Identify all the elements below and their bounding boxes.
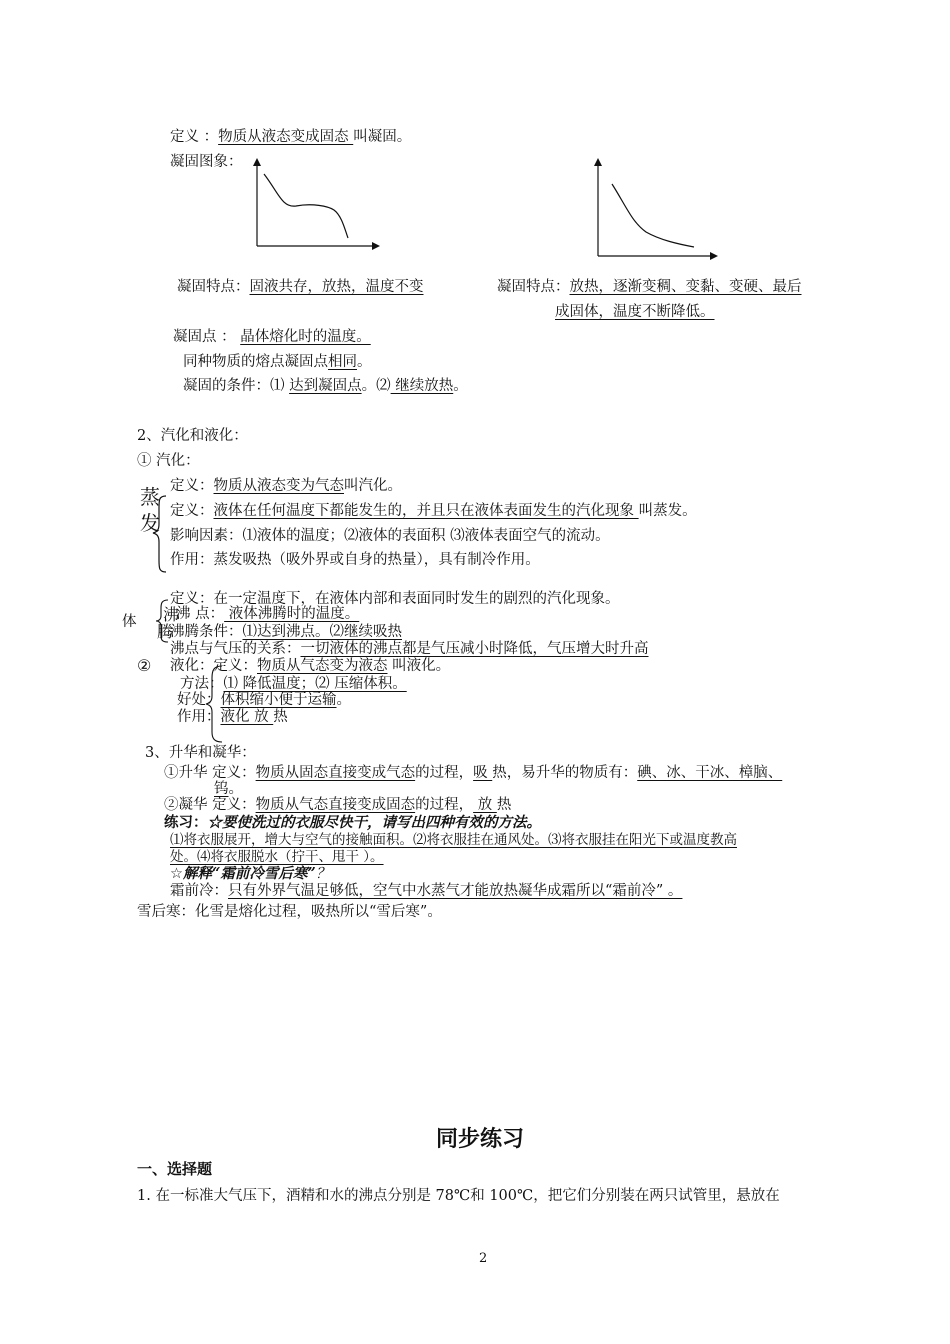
crystal-solidify-graph (250, 158, 380, 253)
evaporation-definition: 定义：液体在任何温度下都能发生的，并且只在液体表面发生的汽化现象 叫蒸发。 (170, 503, 697, 519)
boiling-brace (150, 598, 170, 644)
snow-explanation: 雪后寒：化雪是熔化过程，吸热所以“雪后寒”。 (137, 904, 442, 920)
liquefaction-use: 作用：液化 放 热 (177, 709, 288, 725)
solidify-feature-crystal: 凝固特点：固液共存，放热，温度不变 (177, 279, 424, 295)
exercise-question-2: ☆解释“霜前冷雪后寒”？ (170, 865, 331, 882)
liquefaction-benefit: 好处：体积缩小便于运输。 (177, 692, 351, 708)
boiling-pressure-relation: 沸点与气压的关系：一切液体的沸点都是气压减小时降低，气压增大时升高 (170, 641, 649, 657)
vaporization-subheading: ① 汽化： (137, 453, 200, 469)
solidify-feature-amorphous: 凝固特点：放热，逐渐变稠、变黏、变硬、最后 (497, 279, 802, 295)
question-1: 1. 在一标准大气压下，酒精和水的沸点分别是 78℃和 100℃，把它们分别装在两只试管里，悬放在 (137, 1188, 780, 1204)
evaporation-brace (152, 494, 168, 574)
solidify-definition: 定义 ：物质从液态变成固态 叫凝固。 (170, 129, 412, 145)
exercise-answer-1-line1: ⑴将衣服展开，增大与空气的接触面积。⑵将衣服挂在通风处。⑶将衣服挂在阳光下或温度教高 (170, 832, 737, 848)
sublimation-definition: ①升华 定义：物质从固态直接变成气态的过程，吸 热，易升华的物质有：碘、冰、干冰、樟脑、 (164, 765, 783, 781)
choice-section-heading: 一、选择题 (137, 1160, 213, 1178)
evaporation-factors: 影响因素：⑴液体的温度；⑵液体的表面积 ⑶液体表面空气的流动。 (170, 528, 610, 544)
exercise-answer-1-line2: 处。⑷将衣服脱水（拧干、甩干 ）。 (170, 849, 384, 865)
evaporation-char-2: 发 (140, 511, 160, 535)
solidify-graph-label: 凝固图象： (170, 154, 243, 170)
sublimation-heading: 3、升华和凝华： (145, 745, 256, 761)
sublimation-list-end: 钨。 (214, 781, 243, 797)
vaporization-heading: 2、汽化和液化： (137, 428, 248, 444)
solidify-conditions: 凝固的条件：⑴ 达到凝固点。⑵ 继续放热。 (183, 378, 468, 394)
solidify-feature-amorphous-line2: 成固体，温度不断降低。 (555, 304, 715, 320)
vaporization-definition: 定义：物质从液态变为气态叫汽化。 (170, 478, 402, 494)
liquefaction-number: ② (137, 656, 152, 675)
page-number: 2 (479, 1251, 488, 1266)
boiling-definition: 定义：在一定温度下，在液体内部和表面同时发生的剧烈的汽化现象。 (170, 591, 620, 607)
side-char-ti: 体 (122, 614, 137, 630)
liquefaction-definition: 液化：定义：物质从气态变为液态 叫液化。 (170, 658, 451, 674)
evaporation-char-1: 蒸 (140, 485, 160, 509)
section-title: 同步练习 (436, 1127, 525, 1152)
evaporation-effect: 作用：蒸发吸热（吸外界或自身的热量），具有制冷作用。 (170, 552, 540, 568)
frost-explanation: 霜前冷：只有外界气温足够低，空气中水蒸气才能放热凝华成霜所以“霜前冷” 。 (170, 883, 683, 899)
same-point-note: 同种物质的熔点凝固点相同。 (183, 354, 372, 370)
freezing-point: 凝固点 ： 晶体熔化时的温度。 (173, 329, 371, 345)
boiling-condition: 沸腾条件：⑴达到沸点。⑵继续吸热 (170, 624, 402, 640)
exercise-question-1: 练习：☆要使洗过的衣服尽快干，请写出四种有效的方法。 (164, 814, 541, 831)
amorphous-solidify-graph (590, 158, 720, 263)
boiling-char-2: 腾 (157, 622, 174, 641)
boiling-char-1: 沸 (163, 605, 180, 624)
desublimation-definition: ②凝华 定义：物质从气态直接变成固态的过程， 放 热 (164, 797, 512, 813)
boiling-point: 沸 点： 液体沸腾时的温度。 (176, 606, 360, 622)
liquefaction-method: 方法：⑴ 降低温度；⑵ 压缩体积。 (180, 676, 407, 692)
